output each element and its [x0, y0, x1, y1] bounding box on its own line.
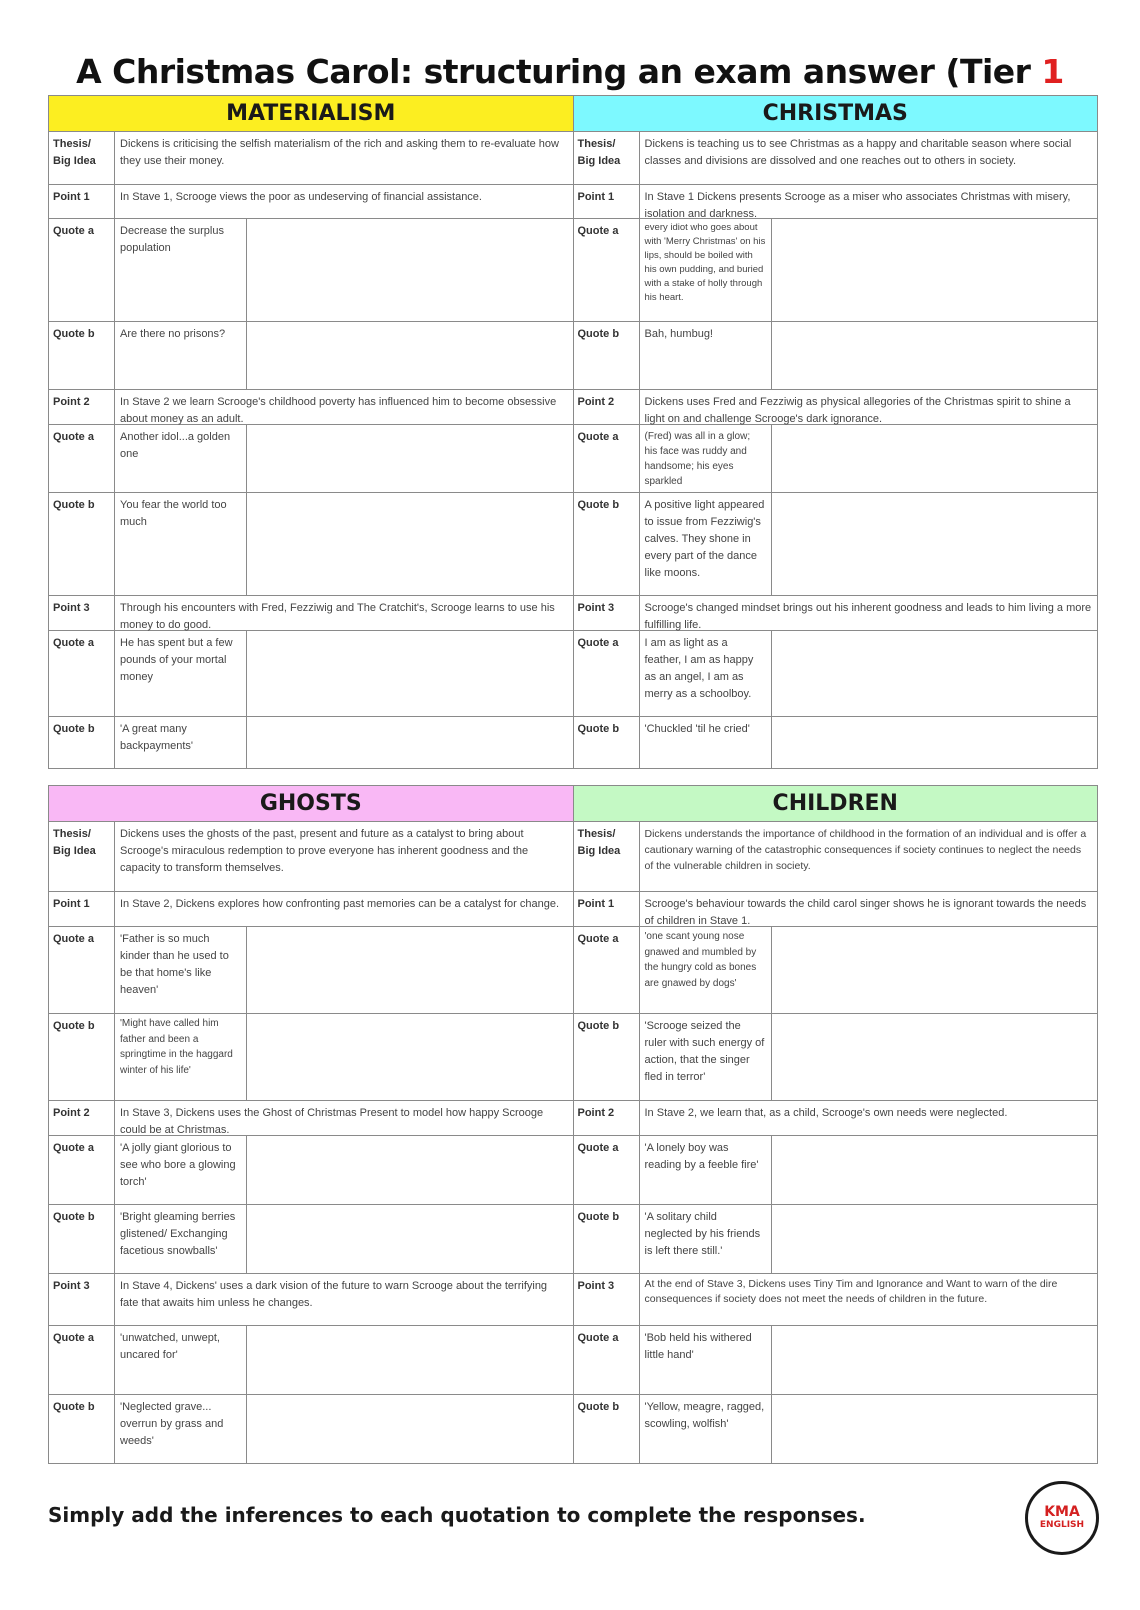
thesis-row — [574, 822, 1099, 892]
quote-text: Another idol...a golden one — [115, 425, 247, 492]
row-text: Dickens is criticising the selfish materialism of the rich and asking them to re-evaluate how they use their money. — [115, 132, 574, 184]
quote-text: Are there no prisons? — [115, 322, 247, 389]
quote-row — [574, 1136, 1099, 1205]
inference-blank[interactable] — [247, 631, 574, 716]
row-label: Point 1 — [49, 185, 115, 218]
worksheet-top — [48, 95, 1098, 769]
point-row — [574, 185, 1099, 219]
quote-row — [49, 631, 574, 717]
row-label: Quote a — [574, 927, 640, 1013]
row-label: Quote b — [574, 493, 640, 595]
quote-text: (Fred) was all in a glow; his face was ruddy and handsome; his eyes sparkled — [640, 425, 772, 492]
row-label: Thesis/ Big Idea — [574, 822, 640, 891]
row-label: Point 1 — [574, 892, 640, 926]
row-label: Thesis/ Big Idea — [49, 822, 115, 891]
quote-text: 'Neglected grave... overrun by grass and weeds' — [115, 1395, 247, 1463]
quote-row — [49, 322, 574, 390]
row-label: Quote a — [574, 1136, 640, 1204]
quote-row — [574, 1014, 1099, 1101]
quote-text: 'A great many backpayments' — [115, 717, 247, 768]
row-label: Quote b — [574, 322, 640, 389]
quote-text: 'A lonely boy was reading by a feeble fire' — [640, 1136, 772, 1204]
quote-row — [49, 1326, 574, 1395]
section-header-children: CHILDREN — [574, 786, 1099, 822]
row-label: Quote b — [574, 717, 640, 768]
quote-text: 'Chuckled 'til he cried' — [640, 717, 772, 768]
footer-instruction: Simply add the inferences to each quotation to complete the responses. — [48, 1503, 866, 1527]
row-label: Quote a — [49, 1136, 115, 1204]
quote-row — [49, 425, 574, 493]
quote-text: 'A jolly giant glorious to see who bore a glowing torch' — [115, 1136, 247, 1204]
quote-row — [49, 1014, 574, 1101]
row-label: Quote b — [574, 1014, 640, 1100]
row-text: Dickens is teaching us to see Christmas as a happy and charitable season where social classes and divisions are dissolved and one reaches out to others in society. — [640, 132, 1099, 184]
inference-blank[interactable] — [772, 631, 1099, 716]
quote-text: 'unwatched, unwept, uncared for' — [115, 1326, 247, 1394]
row-text: Scrooge's changed mindset brings out his inherent goodness and leads to him living a more fulfilling life. — [640, 596, 1099, 630]
row-label: Quote b — [49, 717, 115, 768]
point-row — [49, 596, 574, 631]
row-label: Point 3 — [574, 596, 640, 630]
row-text: Dickens uses the ghosts of the past, present and future as a catalyst to bring about Scrooge's miraculous redemption to prove everyone has inherent goodness and the capacity to transform themselves. — [115, 822, 574, 891]
quote-row — [574, 1205, 1099, 1274]
thesis-row — [49, 822, 574, 892]
thesis-row — [574, 132, 1099, 185]
inference-blank[interactable] — [772, 1136, 1099, 1204]
row-label: Point 2 — [49, 1101, 115, 1135]
row-label: Quote a — [49, 927, 115, 1013]
inference-blank[interactable] — [772, 927, 1099, 1013]
row-label: Point 3 — [49, 1274, 115, 1325]
quote-row — [574, 1395, 1099, 1464]
row-label: Quote b — [49, 1205, 115, 1273]
quote-row — [49, 927, 574, 1014]
inference-blank[interactable] — [247, 322, 574, 389]
row-label: Quote a — [574, 425, 640, 492]
quote-row — [574, 1326, 1099, 1395]
quote-text: 'Might have called him father and been a springtime in the haggard winter of his life' — [115, 1014, 247, 1100]
row-label: Point 2 — [574, 390, 640, 424]
row-text: In Stave 1 Dickens presents Scrooge as a miser who associates Christmas with misery, isolation and darkness. — [640, 185, 1099, 218]
row-text: In Stave 3, Dickens uses the Ghost of Christmas Present to model how happy Scrooge could be at Christmas. — [115, 1101, 574, 1135]
inference-blank[interactable] — [772, 493, 1099, 595]
inference-blank[interactable] — [772, 1205, 1099, 1273]
row-label: Point 3 — [574, 1274, 640, 1325]
point-row — [574, 390, 1099, 425]
inference-blank[interactable] — [247, 219, 574, 321]
quote-text: You fear the world too much — [115, 493, 247, 595]
quote-row — [574, 322, 1099, 390]
quote-text: 'Bob held his withered little hand' — [640, 1326, 772, 1394]
inference-blank[interactable] — [772, 1014, 1099, 1100]
row-text: In Stave 2 we learn Scrooge's childhood poverty has influenced him to become obsessive about money as an adult. — [115, 390, 574, 424]
row-label: Point 3 — [49, 596, 115, 630]
logo-line-2: ENGLISH — [1039, 1520, 1085, 1530]
row-text: Dickens understands the importance of childhood in the formation of an individual and is offer a cautionary warning of the catastrophic consequences if society continues to neglect the needs of the vulnerable children in society. — [640, 822, 1099, 891]
row-label: Thesis/ Big Idea — [49, 132, 115, 184]
inference-blank[interactable] — [247, 717, 574, 768]
quote-row — [49, 493, 574, 596]
row-label: Quote a — [574, 219, 640, 321]
inference-blank[interactable] — [772, 1326, 1099, 1394]
quote-text: 'one scant young nose gnawed and mumbled by the hungry cold as bones are gnawed by dogs' — [640, 927, 772, 1013]
point-row — [574, 1101, 1099, 1136]
title-main: A Christmas Carol: structuring an exam answer (Tier — [76, 52, 1042, 91]
quote-row — [574, 927, 1099, 1014]
quote-text: I am as light as a feather, I am as happy as an angel, I am as merry as a schoolboy. — [640, 631, 772, 716]
quote-row — [574, 631, 1099, 717]
point-row — [574, 596, 1099, 631]
row-label: Point 1 — [49, 892, 115, 926]
quote-row — [49, 219, 574, 322]
point-row — [49, 390, 574, 425]
row-label: Quote a — [49, 219, 115, 321]
inference-blank[interactable] — [772, 219, 1099, 321]
section-ghosts — [49, 786, 574, 1464]
worksheet-bottom — [48, 785, 1098, 1464]
kma-english-logo — [1025, 1481, 1099, 1555]
quote-text: Bah, humbug! — [640, 322, 772, 389]
inference-blank[interactable] — [247, 927, 574, 1013]
title-tier-number: 1 — [1041, 52, 1064, 91]
row-label: Quote b — [574, 1205, 640, 1273]
row-text: Scrooge's behaviour towards the child carol singer shows he is ignorant towards the needs of children in Stave 1. — [640, 892, 1099, 926]
quote-row — [49, 1136, 574, 1205]
inference-blank[interactable] — [772, 322, 1099, 389]
quote-text: A positive light appeared to issue from Fezziwig's calves. They shone in every part of the dance like moons. — [640, 493, 772, 595]
row-label: Quote b — [49, 322, 115, 389]
quote-row — [49, 1205, 574, 1274]
row-label: Quote b — [49, 1014, 115, 1100]
quote-text: every idiot who goes about with 'Merry Christmas' on his lips, should be boiled with his own pudding, and buried with a stake of holly through his heart. — [640, 219, 772, 321]
row-label: Point 2 — [49, 390, 115, 424]
row-text: In Stave 2, Dickens explores how confronting past memories can be a catalyst for change. — [115, 892, 574, 926]
section-header-ghosts: GHOSTS — [49, 786, 574, 822]
quote-row — [574, 425, 1099, 493]
quote-row — [49, 717, 574, 769]
quote-row — [574, 493, 1099, 596]
inference-blank[interactable] — [247, 425, 574, 492]
inference-blank[interactable] — [772, 1395, 1099, 1463]
row-label: Point 2 — [574, 1101, 640, 1135]
quote-row — [49, 1395, 574, 1464]
row-label: Quote a — [574, 1326, 640, 1394]
row-text: In Stave 1, Scrooge views the poor as undeserving of financial assistance. — [115, 185, 574, 218]
row-label: Point 1 — [574, 185, 640, 218]
point-row — [49, 1274, 574, 1326]
quote-text: He has spent but a few pounds of your mortal money — [115, 631, 247, 716]
quote-row — [574, 717, 1099, 769]
quote-text: Decrease the surplus population — [115, 219, 247, 321]
inference-blank[interactable] — [247, 1395, 574, 1463]
row-label: Quote b — [49, 1395, 115, 1463]
row-label: Quote a — [49, 631, 115, 716]
thesis-row — [49, 132, 574, 185]
point-row — [49, 1101, 574, 1136]
point-row — [49, 892, 574, 927]
quote-text: 'Scrooge seized the ruler with such energy of action, that the singer fled in terror' — [640, 1014, 772, 1100]
quote-row — [574, 219, 1099, 322]
row-label: Quote b — [574, 1395, 640, 1463]
inference-blank[interactable] — [247, 493, 574, 595]
row-label: Quote a — [49, 425, 115, 492]
row-label: Quote a — [574, 631, 640, 716]
logo-line-1: KMA — [1044, 1504, 1080, 1520]
quote-text: 'A solitary child neglected by his friends is left there still.' — [640, 1205, 772, 1273]
point-row — [574, 892, 1099, 927]
row-text: Through his encounters with Fred, Fezziwig and The Cratchit's, Scrooge learns to use his money to do good. — [115, 596, 574, 630]
section-header-christmas: CHRISTMAS — [574, 96, 1099, 132]
quote-text: 'Yellow, meagre, ragged, scowling, wolfish' — [640, 1395, 772, 1463]
row-label: Quote a — [49, 1326, 115, 1394]
inference-blank[interactable] — [772, 717, 1099, 768]
section-header-materialism: MATERIALISM — [49, 96, 574, 132]
inference-blank[interactable] — [247, 1136, 574, 1204]
point-row — [49, 185, 574, 219]
section-materialism — [49, 96, 574, 769]
quote-text: 'Father is so much kinder than he used to be that home's like heaven' — [115, 927, 247, 1013]
row-text: At the end of Stave 3, Dickens uses Tiny Tim and Ignorance and Want to warn of the dire consequences if society does not meet the needs of children in the future. — [640, 1274, 1099, 1325]
quote-text: 'Bright gleaming berries glistened/ Exchanging facetious snowballs' — [115, 1205, 247, 1273]
row-text: In Stave 2, we learn that, as a child, Scrooge's own needs were neglected. — [640, 1101, 1099, 1135]
section-children — [574, 786, 1099, 1464]
inference-blank[interactable] — [247, 1014, 574, 1100]
row-text: Dickens uses Fred and Fezziwig as physical allegories of the Christmas spirit to shine a light on and challenge Scrooge's dark ignorance. — [640, 390, 1099, 424]
row-label: Quote b — [49, 493, 115, 595]
inference-blank[interactable] — [772, 425, 1099, 492]
row-label: Thesis/ Big Idea — [574, 132, 640, 184]
inference-blank[interactable] — [247, 1205, 574, 1273]
row-text: In Stave 4, Dickens' uses a dark vision of the future to warn Scrooge about the terrifying fate that awaits him unless he changes. — [115, 1274, 574, 1325]
point-row — [574, 1274, 1099, 1326]
section-christmas — [574, 96, 1099, 769]
inference-blank[interactable] — [247, 1326, 574, 1394]
